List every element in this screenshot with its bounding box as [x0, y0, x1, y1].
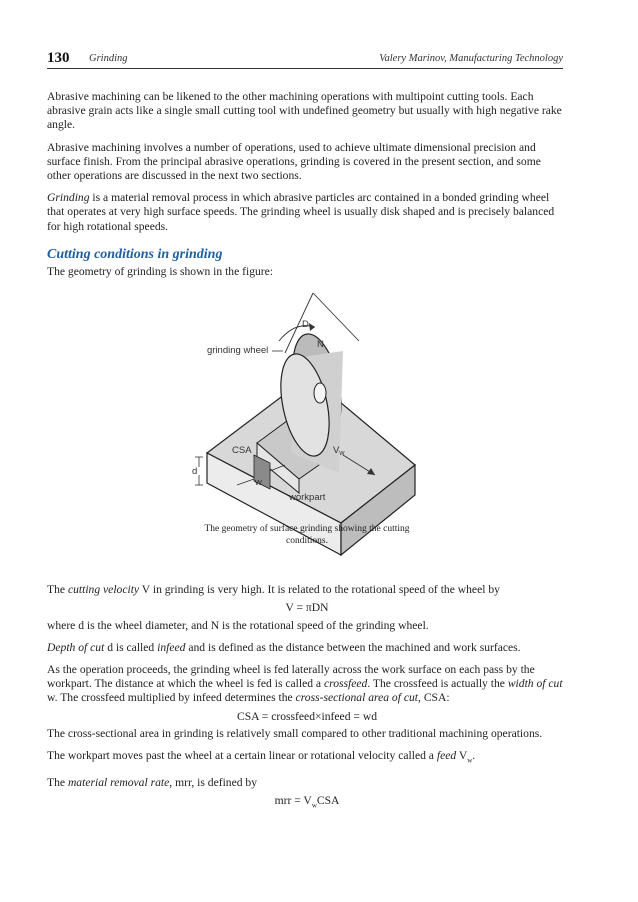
paragraph-figure-intro: The geometry of grinding is shown in the figure: — [47, 265, 274, 279]
paragraph-intro: Abrasive machining can be likened to the other machining operations with multipoint cutting tools. Each abrasive grain acts like a single small cutting tool with undefined geometry but usually with high negative rake angle. — [47, 90, 562, 132]
label-CSA: CSA — [232, 445, 252, 457]
equation-velocity: V = πDN — [285, 601, 329, 615]
paragraph-crossfeed: As the operation proceeds, the grinding wheel is fed laterally across the work surface on each pass by the workpart. The distance at which the wheel is fed is called a crossfeed. The crossfeed is actually the width of cut w. The crossfeed multiplied by infeed determines the cross-sectional area of cut, CSA: — [47, 663, 563, 705]
label-D: D — [302, 319, 309, 331]
paragraph-csa-small: The cross-sectional area in grinding is relatively small compared to other traditional machining operations. — [47, 726, 543, 740]
running-title: Valery Marinov, Manufacturing Technology — [379, 53, 563, 64]
paragraph-mrr: The material removal rate, mrr, is defined by — [47, 775, 258, 789]
paragraph-grinding-definition: Grinding is a material removal process in which abrasive particles arc contained in a bonded grinding wheel that operates at very high surface speeds. The grinding wheel is usually disk shaped and is precisely balanced for high rotational speeds. — [47, 191, 555, 233]
spindle — [314, 383, 326, 403]
page-number: 130 — [47, 50, 70, 66]
figure-caption: The geometry of surface grinding showing the cutting conditions. — [204, 524, 410, 547]
label-w: w — [255, 477, 262, 489]
label-Vw: $V_w$ — [333, 445, 345, 458]
page-header — [47, 48, 563, 69]
paragraph-depth-of-cut: Depth of cut d is called infeed and is defined as the distance between the machined and work surfaces. — [47, 640, 521, 654]
page-body — [47, 90, 567, 815]
paragraph-wheel-diameter: where d is the wheel diameter, and N is the rotational speed of the grinding wheel. — [47, 618, 429, 632]
label-d: d — [192, 466, 198, 478]
equation-csa: CSA = crossfeed×infeed = wd — [236, 709, 378, 723]
section-heading: Cutting conditions in grinding — [47, 246, 223, 262]
paragraph-cutting-velocity: The cutting velocity V in grinding is very high. It is related to the rotational speed of the wheel by — [47, 583, 500, 597]
section-name: Grinding — [89, 53, 128, 64]
label-workpart: workpart — [289, 492, 326, 504]
term-grinding: Grinding — [47, 191, 90, 205]
label-grinding-wheel: grinding wheel — [207, 345, 269, 357]
grinding-figure — [47, 283, 567, 583]
equation-mrr: mrr = $V_wCSA$ — [274, 793, 340, 810]
paragraph-feed: The workpart moves past the wheel at a certain linear or rotational velocity called a feed $V_w$. — [47, 749, 476, 765]
paragraph-abrasive-operations: Abrasive machining involves a number of operations, used to achieve ultimate dimensional precision and surface finish. From the principal abrasive operations, grinding is covered in the present section, and some other operations are discussed in the next two sections. — [47, 140, 541, 183]
label-N: N — [317, 339, 324, 351]
